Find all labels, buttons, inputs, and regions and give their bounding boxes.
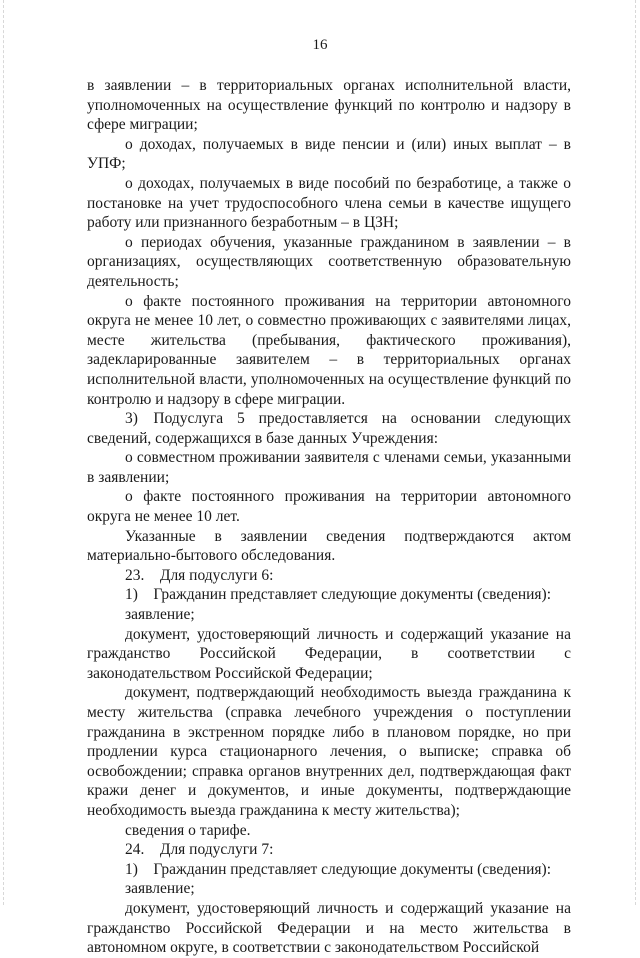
- paragraph: документ, подтверждающий необходимость выезда гражданина к месту жительства (справка лечебного учреждения о поступлении гражданина в экстренном порядке либо в плановом порядке, но при продлении курса стационарного лечения, о выписке; справка об освобождении; справка органов внутренних дел, подтверждающая факт кражи денег и документов, и иные документы, подтверждающие необходимость выезда гражданина к месту жительства);: [87, 684, 571, 819]
- paragraph: о факте постоянного проживания на территории автономного округа не менее 10 лет.: [87, 488, 571, 526]
- paragraph: Указанные в заявлении сведения подтверждаются актом материально-бытового обследования.: [87, 527, 571, 565]
- paragraph: документ, удостоверяющий личность и содержащий указание на гражданство Российской Федерации, в соответствии с законодательством Российской Федерации;: [87, 625, 571, 682]
- paragraph: 24. Для подуслуги 7:: [125, 841, 274, 859]
- paragraph: о совместном проживании заявителя с членами семьи, указанными в заявлении;: [87, 449, 571, 486]
- paragraph: в заявлении – в территориальных органах исполнительной власти, уполномоченных на осуществление функций по контролю и надзору в сфере миграции;: [87, 77, 571, 134]
- paragraph: заявление;: [125, 880, 195, 898]
- paragraph: о факте постоянного проживания на территории автономного округа не менее 10 лет, о совместно проживающих с заявителями лицах, месте жительства (пребывания, фактического проживания), задекларированные заявителем – в территориальных органах исполнительной власти, уполномоченных на осуществление функций по контролю и надзору в сфере миграции.: [87, 292, 571, 408]
- paragraph: заявление;: [125, 606, 195, 624]
- paragraph: о периодах обучения, указанные гражданином в заявлении – в организациях, осуществляющих соответственную образовательную деятельность;: [87, 233, 571, 290]
- paragraph: 3) Подуслуга 5 предоставляется на основании следующих сведений, содержащихся в базе данных Учреждения:: [87, 410, 571, 447]
- paragraph: о доходах, получаемых в виде пенсии и (или) иных выплат – в УПФ;: [87, 135, 571, 173]
- paragraph: 23. Для подуслуги 6:: [125, 566, 274, 584]
- paragraph: 1) Гражданин представляет следующие документы (сведения):: [125, 860, 552, 878]
- paragraph: о доходах, получаемых в виде пособий по безработице, а также о постановке на учет трудоспособного члена семьи в качестве ищущего работу или признанного безработным – в ЦЗН;: [87, 174, 571, 232]
- paragraph: 1) Гражданин представляет следующие документы (сведения):: [125, 586, 552, 604]
- document-body: [87, 76, 571, 958]
- scan-edge-right: [635, 0, 637, 905]
- paragraph: документ, удостоверяющий личность и содержащий указание на гражданство Российской Федерации и на место жительства в автономном округе, в соответствии с законодательством Российской: [87, 899, 571, 957]
- page-number: 16: [312, 37, 328, 53]
- paragraph: сведения о тарифе.: [125, 821, 251, 839]
- scan-edge-left: [3, 0, 5, 905]
